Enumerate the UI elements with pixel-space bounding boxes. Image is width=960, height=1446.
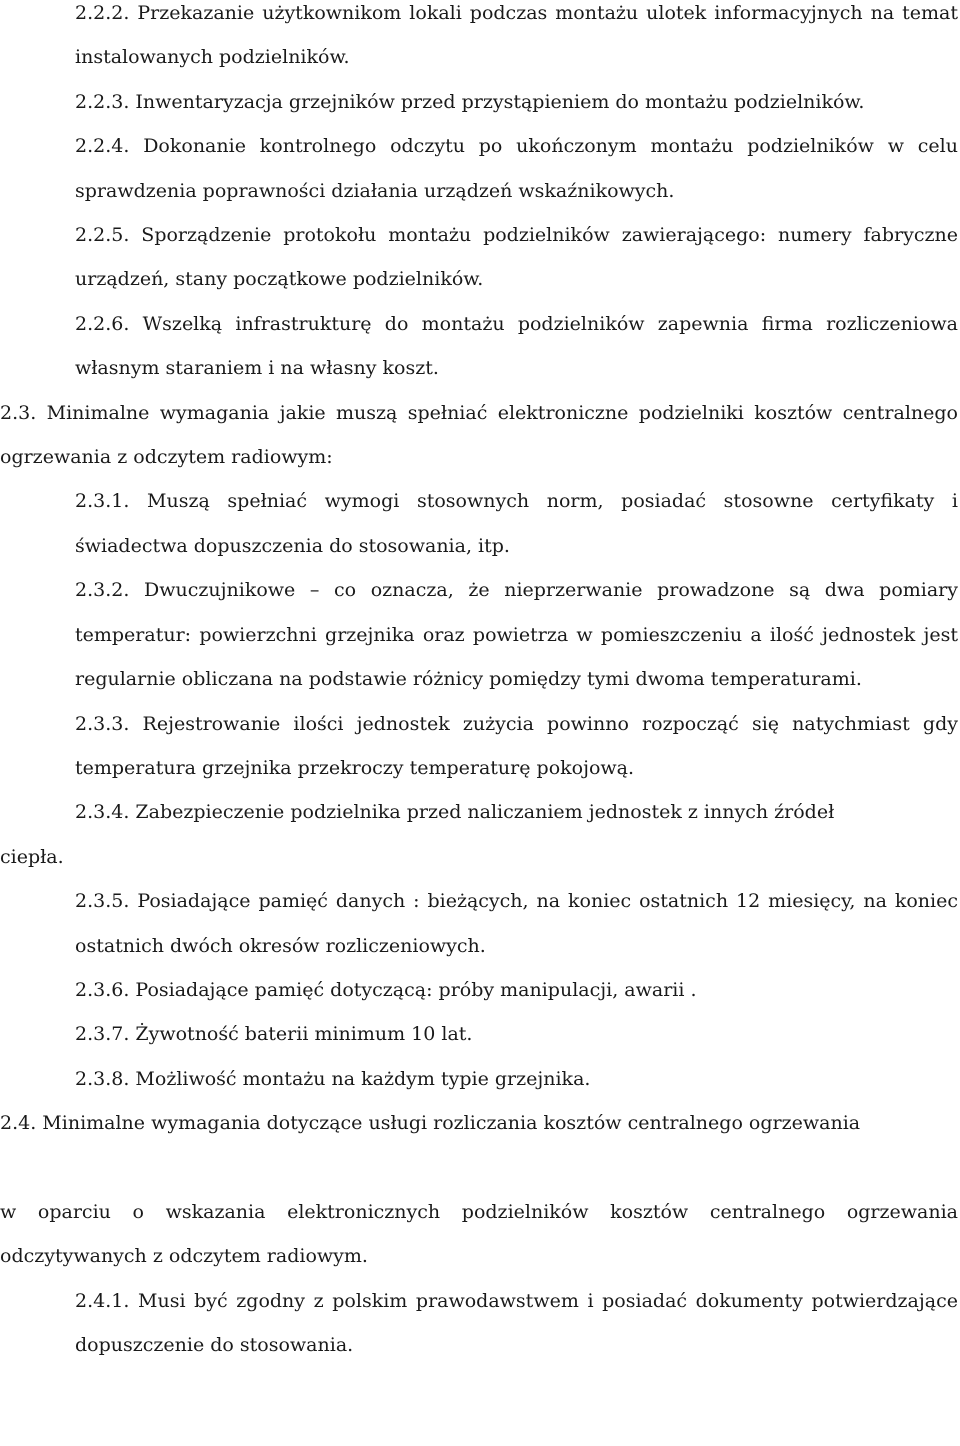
- paragraph-2-4-continuation: w oparciu o wskazania elektronicznych podzielników kosztów centralnego ogrzewania odczytywanych z odczytem radiowym.: [0, 1200, 958, 1268]
- paragraph-2-3-4-continuation: ciepła.: [0, 845, 64, 868]
- paragraph-2-2-3: 2.2.3. Inwentaryzacja grzejników przed przystąpieniem do montażu podzielników.: [75, 90, 865, 113]
- paragraph-2-3-7: 2.3.7. Żywotność baterii minimum 10 lat.: [75, 1023, 473, 1046]
- paragraph-2-3-3: 2.3.3. Rejestrowanie ilości jednostek zużycia powinno rozpocząć się natychmiast gdy temperatura grzejnika przekroczy temperaturę pokojową.: [75, 712, 958, 779]
- paragraph-2-2-2: 2.2.2. Przekazanie użytkownikom lokali podczas montażu ulotek informacyjnych na temat instalowanych podzielników.: [75, 2, 958, 69]
- paragraph-2-2-4: 2.2.4. Dokonanie kontrolnego odczytu po ukończonym montażu podzielników w celu sprawdzenia poprawności działania urządzeń wskaźnikowych.: [75, 135, 958, 202]
- paragraph-2-3: 2.3. Minimalne wymagania jakie muszą spełniać elektroniczne podzielniki kosztów centralnego ogrzewania z odczytem radiowym:: [0, 401, 958, 469]
- paragraph-2-3-4: 2.3.4. Zabezpieczenie podzielnika przed naliczaniem jednostek z innych źródeł: [75, 801, 835, 824]
- paragraph-2-4: 2.4. Minimalne wymagania dotyczące usługi rozliczania kosztów centralnego ogrzewania: [0, 1112, 861, 1135]
- paragraph-2-4-1: 2.4.1. Musi być zgodny z polskim prawodawstwem i posiadać dokumenty potwierdzające dopuszczenie do stosowania.: [75, 1289, 958, 1357]
- blank-line: [0, 1146, 960, 1190]
- paragraph-2-2-5: 2.2.5. Sporządzenie protokołu montażu podzielników zawierającego: numery fabryczne urządzeń, stany początkowe podzielników.: [75, 224, 958, 291]
- paragraph-2-3-1: 2.3.1. Muszą spełniać wymogi stosownych norm, posiadać stosowne certyfikaty i świadectwa dopuszczenia do stosowania, itp.: [75, 490, 958, 557]
- paragraph-2-3-8: 2.3.8. Możliwość montażu na każdym typie grzejnika.: [75, 1067, 591, 1090]
- paragraph-2-3-5: 2.3.5. Posiadające pamięć danych : bieżących, na koniec ostatnich 12 miesięcy, na koniec ostatnich dwóch okresów rozliczeniowych.: [75, 890, 958, 957]
- paragraph-2-3-2: 2.3.2. Dwuczujnikowe – co oznacza, że nieprzerwanie prowadzone są dwa pomiary temperatur: powierzchni grzejnika oraz powietrza w pomieszczeniu a ilość jednostek jest regularnie obliczana na podstawie różnicy pomiędzy tymi dwoma temperaturami.: [75, 579, 958, 691]
- paragraph-2-2-6: 2.2.6. Wszelką infrastrukturę do montażu podzielników zapewnia firma rozliczeniowa własnym staraniem i na własny koszt.: [75, 312, 958, 380]
- paragraph-2-3-6: 2.3.6. Posiadające pamięć dotyczącą: próby manipulacji, awarii .: [75, 978, 697, 1001]
